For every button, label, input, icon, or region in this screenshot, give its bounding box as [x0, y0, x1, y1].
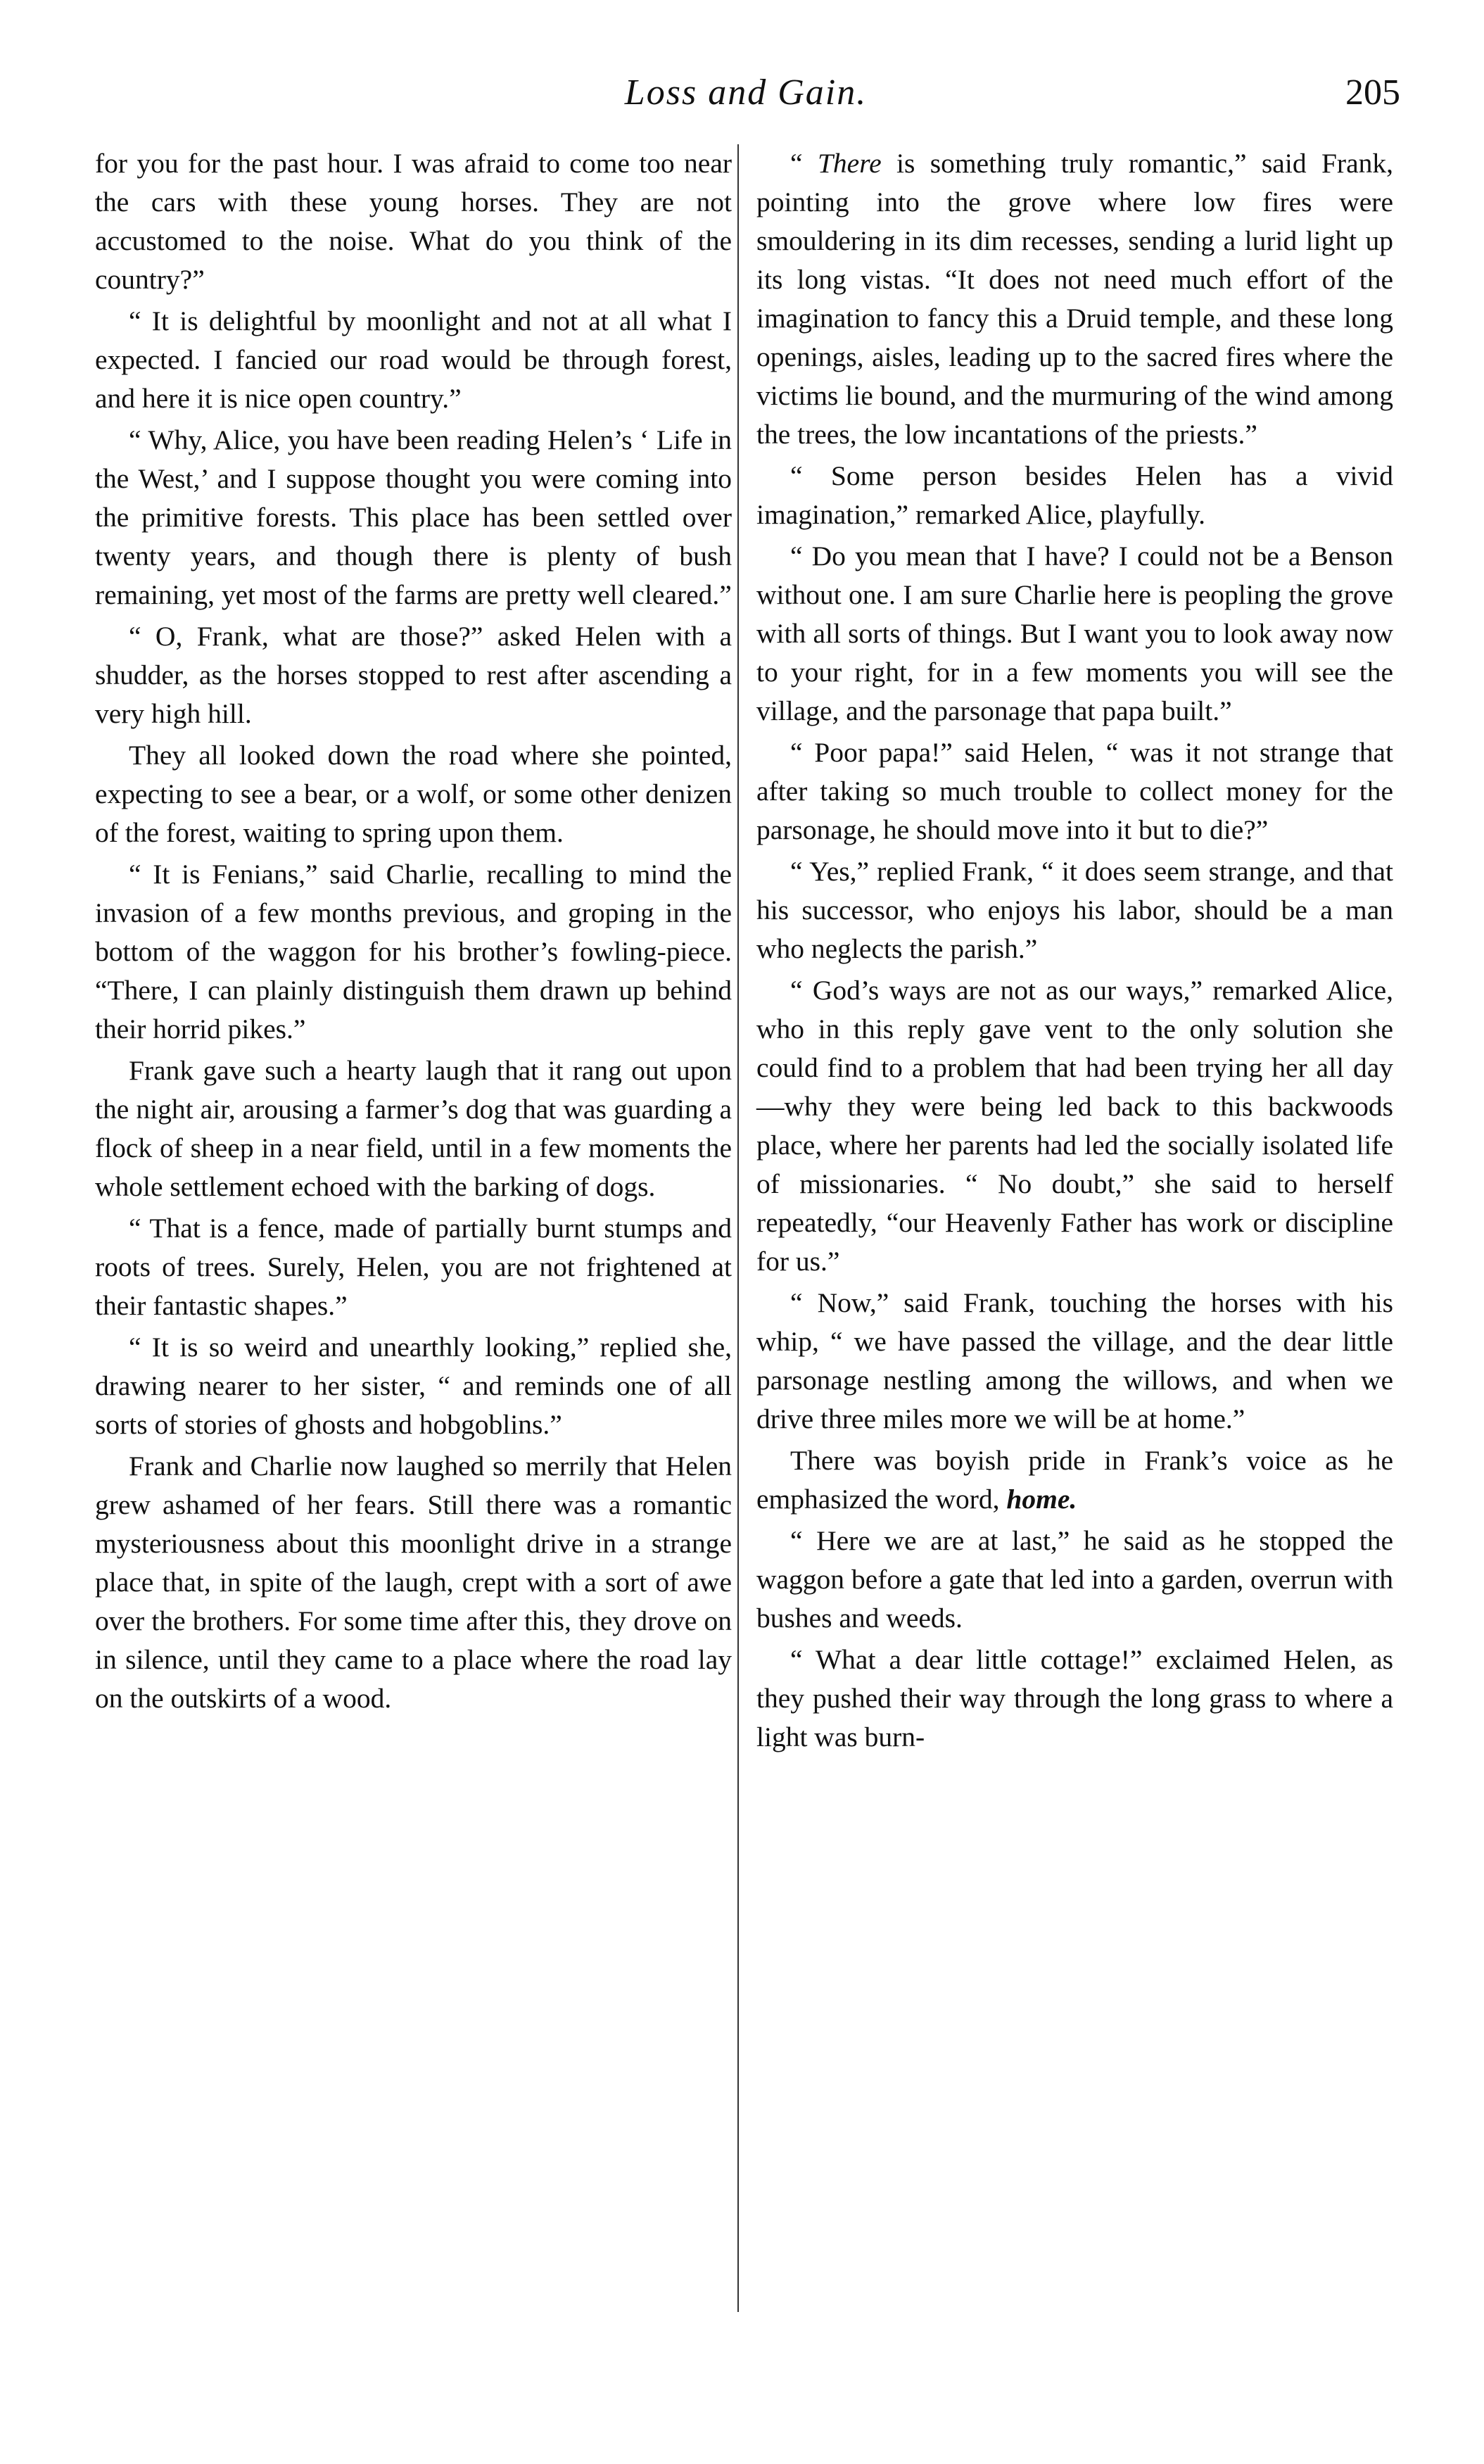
italic-word: There — [817, 148, 882, 179]
paragraph: “ Do you mean that I have? I could not be a Benson without one. I am sure Charlie here is peopling the grove with all sorts of things. But I want you to look away now to your right, for in a few moments you will see the village, and the parsonage that papa built.” — [756, 541, 1393, 726]
emphasized-word: home. — [1006, 1484, 1077, 1515]
paragraph: Frank and Charlie now laughed so merrily that Helen grew ashamed of her fears. Still there was a romantic mysteriousness about this moonlight drive in a strange place that, in spite of the laugh, crept with a sort of awe over the brothers. For some time after this, they drove on in silence, until they came to a place where the road lay on the outskirts of a wood. — [95, 1451, 732, 1714]
left-column — [95, 144, 732, 1721]
paragraph: “ What a dear little cottage!” exclaimed Helen, as they pushed their way through the long grass to where a light was burn- — [756, 1644, 1393, 1752]
right-column — [756, 144, 1393, 1759]
paragraph-text: There was boyish pride in Frank’s voice as he emphasized the word, — [756, 1445, 1393, 1515]
paragraph: Frank gave such a hearty laugh that it rang out upon the night air, arousing a farmer’s dog that was guarding a flock of sheep in a near field, until in a few moments the whole settlement echoed with the barking of dogs. — [95, 1055, 732, 1202]
paragraph: “ Some person besides Helen has a vivid imagination,” remarked Alice, playfully. — [756, 460, 1393, 530]
quote-open: “ — [790, 148, 818, 179]
paragraph: “ Now,” said Frank, touching the horses with his whip, “ we have passed the village, and the dear little parsonage nestling among the willows, and when we drive three miles more we will be at home.” — [756, 1287, 1393, 1434]
paragraph: “ Why, Alice, you have been reading Helen’s ‘ Life in the West,’ and I suppose thought you were coming into the primitive forests. This place has been settled over twenty years, and though there is plenty of bush remaining, yet most of the farms are pretty well cleared.” — [95, 424, 732, 610]
paragraph — [756, 144, 1393, 454]
paragraph: “ It is so weird and unearthly looking,” replied she, drawing nearer to her sister, “ and reminds one of all sorts of stories of ghosts and hobgoblins.” — [95, 1332, 732, 1440]
paragraph: “ God’s ways are not as our ways,” remarked Alice, who in this reply gave vent to the only solution she could find to a problem that had been trying her all day —why they were being led back to this backwoods place, where her parents had led the socially isolated life of missionaries. “ No doubt,” she said to herself repeatedly, “our Heavenly Father has work or discipline for us.” — [756, 975, 1393, 1277]
paragraph: for you for the past hour. I was afraid to come too near the cars with these young horses. They are not accustomed to the noise. What do you think of the country?” — [95, 148, 732, 295]
paragraph: “ Poor papa!” said Helen, “ was it not strange that after taking so much trouble to collect money for the parsonage, he should move into it but to die?” — [756, 737, 1393, 845]
paragraph: “ Here we are at last,” he said as he stopped the waggon before a gate that led into a garden, overrun with bushes and weeds. — [756, 1525, 1393, 1634]
paragraph: “ O, Frank, what are those?” asked Helen with a shudder, as the horses stopped to rest after ascending a very high hill. — [95, 621, 732, 729]
column-divider — [737, 144, 739, 2312]
paragraph-text: is something truly romantic,” said Frank, pointing into the grove where low fires were smouldering in its dim recesses, sending a lurid light up its long vistas. “It does not need much effort of the imagination to fancy this a Druid temple, and these long openings, aisles, leading up to the sacred fires where the victims lie bound, and the murmuring of the wind among the trees, the low incantations of the priests.” — [756, 148, 1393, 450]
page-number: 205 — [1345, 72, 1400, 113]
paragraph: “ It is delightful by moonlight and not at all what I expected. I fancied our road would be through forest, and here it is nice open country.” — [95, 305, 732, 414]
paragraph: “ Yes,” replied Frank, “ it does seem strange, and that his successor, who enjoys his labor, should be a man who neglects the parish.” — [756, 856, 1393, 964]
page-header — [91, 65, 1400, 121]
running-title: Loss and Gain. — [624, 72, 868, 113]
paragraph — [756, 1441, 1393, 1519]
paragraph: They all looked down the road where she pointed, expecting to see a bear, or a wolf, or some other denizen of the forest, waiting to spring upon them. — [95, 740, 732, 848]
paragraph: “ It is Fenians,” said Charlie, recalling to mind the invasion of a few months previous, and groping in the bottom of the waggon for his brother’s fowling-piece. “There, I can plainly distinguish them drawn up behind their horrid pikes.” — [95, 859, 732, 1044]
paragraph: “ That is a fence, made of partially burnt stumps and roots of trees. Surely, Helen, you are not frightened at their fantastic shapes.” — [95, 1213, 732, 1321]
